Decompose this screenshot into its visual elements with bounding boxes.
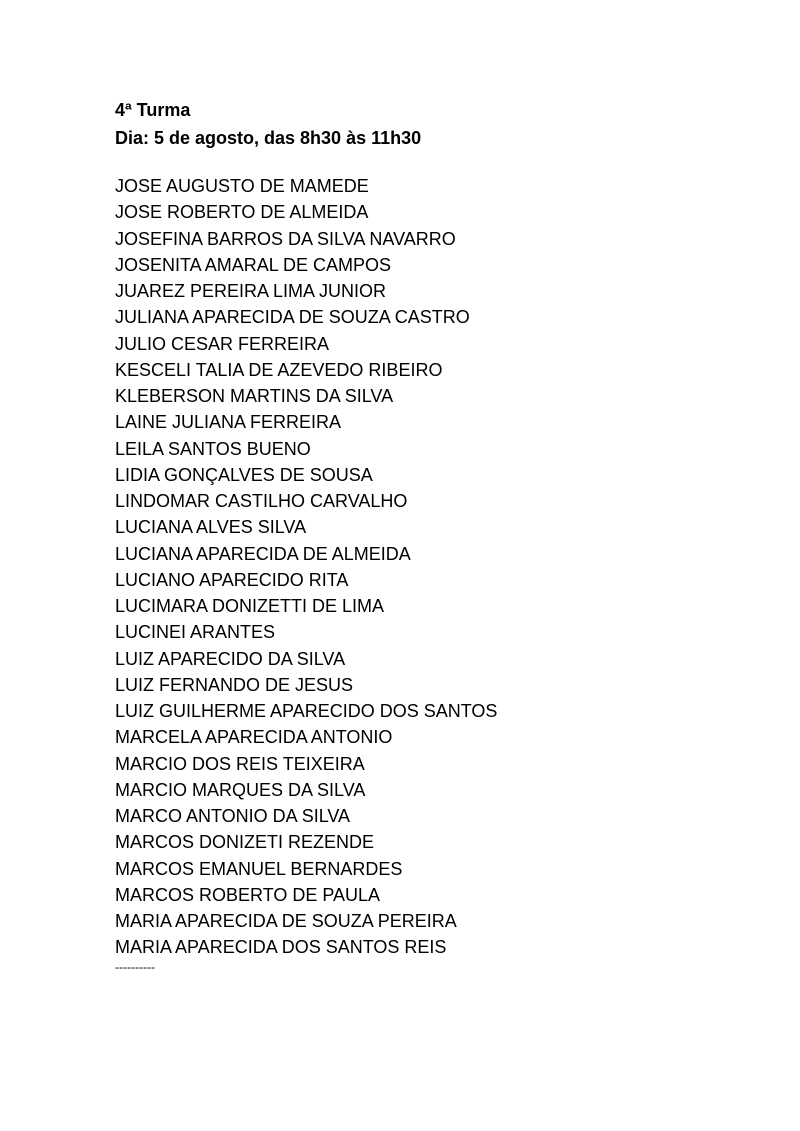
list-item: LUCIANA ALVES SILVA — [115, 517, 307, 538]
list-item: JUAREZ PEREIRA LIMA JUNIOR — [115, 281, 387, 301]
list-item: MARCOS EMANUEL BERNARDES — [115, 858, 403, 879]
list-item: MARIA APARECIDA DE SOUZA PEREIRA — [115, 911, 457, 931]
list-item: JOSENITA AMARAL DE CAMPOS — [115, 254, 392, 275]
list-item: MARCELA APARECIDA ANTONIO — [115, 727, 393, 748]
list-item: MARCOS DONIZETI REZENDE — [115, 832, 375, 853]
list-item: JULIANA APARECIDA DE SOUZA CASTRO — [115, 307, 470, 328]
list-item: LUCIANA APARECIDA DE ALMEIDA — [115, 543, 411, 564]
list-item: LIDIA GONÇALVES DE SOUSA — [115, 464, 373, 485]
list-item: LUIZ FERNANDO DE JESUS — [115, 674, 354, 695]
list-item: KLEBERSON MARTINS DA SILVA — [115, 386, 394, 406]
list-item: LAINE JULIANA FERREIRA — [115, 412, 342, 433]
list-item: JOSE AUGUSTO DE MAMEDE — [115, 176, 369, 196]
list-item: LUCIANO APARECIDO RITA — [115, 569, 349, 590]
list-item: MARCOS ROBERTO DE PAULA — [115, 884, 381, 905]
group-heading: 4ª Turma — [115, 100, 191, 120]
list-item: LUIZ GUILHERME APARECIDO DOS SANTOS — [115, 701, 498, 721]
list-item: LINDOMAR CASTILHO CARVALHO — [115, 491, 408, 511]
list-item: MARCIO MARQUES DA SILVA — [115, 779, 366, 800]
list-item: MARIA APARECIDA DOS SANTOS REIS — [115, 937, 447, 958]
name-list — [115, 173, 497, 961]
list-item: MARCO ANTONIO DA SILVA — [115, 806, 351, 826]
list-item: LUCINEI ARANTES — [115, 622, 276, 643]
document-header — [115, 96, 421, 152]
list-item: LUCIMARA DONIZETTI DE LIMA — [115, 596, 385, 616]
list-item: JOSEFINA BARROS DA SILVA NAVARRO — [115, 228, 456, 249]
date-line: Dia: 5 de agosto, das 8h30 às 11h30 — [115, 128, 422, 148]
list-item: KESCELI TALIA DE AZEVEDO RIBEIRO — [115, 359, 443, 380]
list-item: JULIO CESAR FERREIRA — [115, 333, 330, 354]
list-item: JOSE ROBERTO DE ALMEIDA — [115, 202, 369, 223]
list-item: LEILA SANTOS BUENO — [115, 438, 311, 459]
dashed-separator: ---------- — [115, 960, 155, 974]
list-item: LUIZ APARECIDO DA SILVA — [115, 648, 346, 669]
list-item: MARCIO DOS REIS TEIXEIRA — [115, 753, 365, 774]
